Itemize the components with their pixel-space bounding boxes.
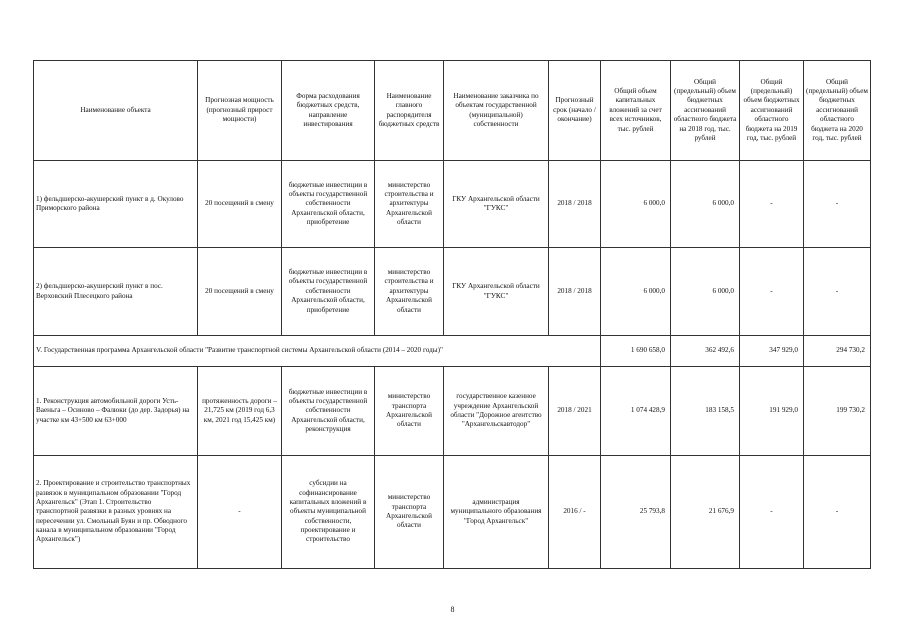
table-row (34, 161, 871, 248)
table-header-row (34, 61, 871, 161)
cell-total: 1 074 428,9 (601, 367, 671, 456)
cell-manager: министерство транспорта Архангельской области (375, 367, 444, 456)
header-term: Прогнозный срок (начало / окончание) (549, 61, 601, 161)
header-object-name: Наименование объекта (34, 61, 198, 161)
cell-customer: администрация муниципального образования "Город Архангельск" (444, 456, 549, 569)
section-2019: 347 929,0 (740, 336, 804, 367)
cell-term: 2016 / - (549, 456, 601, 569)
cell-form: бюджетные инвестиции в объекты государственной собственности Архангельской области, приобретение (282, 248, 375, 336)
cell-2018: 6 000,0 (671, 161, 740, 248)
section-row (34, 336, 871, 367)
cell-term: 2018 / 2021 (549, 367, 601, 456)
cell-form: субсидии на софинансирование капитальных вложений в объекты муниципальной собственности, проектирование и строительство (282, 456, 375, 569)
cell-customer: государственное казенное учреждение Архангельской области "Дорожное агентство "Архангельскавтодор" (444, 367, 549, 456)
section-title: V. Государственная программа Архангельской области "Развитие транспортной системы Архангельской области (2014 – 2020 годы)" (34, 336, 601, 367)
section-2020: 294 730,2 (804, 336, 871, 367)
cell-capacity: 20 посещений в смену (198, 248, 282, 336)
table-row (34, 248, 871, 336)
header-2020: Общий (предельный) объем бюджетных ассигнований областного бюджета на 2020 год, тыс. рублей (804, 61, 871, 161)
cell-object-name: 2) фельдшерско-акушерский пункт в пос. Верховский Плесецкого района (34, 248, 198, 336)
cell-manager: министерство транспорта Архангельской области (375, 456, 444, 569)
header-form: Форма расходования бюджетных средств, направление инвестирования (282, 61, 375, 161)
investment-table (33, 60, 871, 569)
header-customer: Наименование заказчика по объектам государственной (муниципальной) собственности (444, 61, 549, 161)
cell-manager: министерство строительства и архитектуры Архангельской области (375, 161, 444, 248)
header-2019: Общий (предельный) объем бюджетных ассигнований областного бюджета на 2019 год, тыс. рублей (740, 61, 804, 161)
cell-2018: 6 000,0 (671, 248, 740, 336)
cell-manager: министерство строительства и архитектуры Архангельской области (375, 248, 444, 336)
section-2018: 362 492,6 (671, 336, 740, 367)
header-capacity: Прогнозная мощность (прогнозный прирост мощности) (198, 61, 282, 161)
cell-term: 2018 / 2018 (549, 161, 601, 248)
cell-total: 25 793,8 (601, 456, 671, 569)
page-number: 8 (450, 605, 455, 614)
cell-2020: - (804, 161, 871, 248)
cell-total: 6 000,0 (601, 161, 671, 248)
table-row (34, 456, 871, 569)
cell-term: 2018 / 2018 (549, 248, 601, 336)
cell-object-name: 1) фельдшерско-акушерский пункт в д. Окулово Приморского района (34, 161, 198, 248)
header-total: Общий объем капитальных вложений за счет всех источников, тыс. рублей (601, 61, 671, 161)
header-2018: Общий (предельный) объем бюджетных ассигнований областного бюджета на 2018 год, тыс. рублей (671, 61, 740, 161)
cell-2019: - (740, 456, 804, 569)
cell-2019: 191 929,0 (740, 367, 804, 456)
cell-2018: 183 158,5 (671, 367, 740, 456)
cell-capacity: 20 посещений в смену (198, 161, 282, 248)
cell-object-name: 1. Реконструкция автомобильной дороги Усть-Ваеньга – Осиново – Фалюки (до дер. Задорья) на участке км 43+500 км 63+000 (34, 367, 198, 456)
cell-2019: - (740, 161, 804, 248)
cell-customer: ГКУ Архангельской области "ГУКС" (444, 161, 549, 248)
table-row (34, 367, 871, 456)
cell-object-name: 2. Проектирование и строительство транспортных развязок в муниципальном образовании "Город Архангельск" (Этап 1. Строительство транспортной развязки в разных уровнях на пересечении ул. Смольный Буян и пр. Обводного канала в муниципальном образовании "Город Архангельск") (34, 456, 198, 569)
cell-form: бюджетные инвестиции в объекты государственной собственности Архангельской области, реконструкция (282, 367, 375, 456)
cell-2020: 199 730,2 (804, 367, 871, 456)
cell-2019: - (740, 248, 804, 336)
cell-total: 6 000,0 (601, 248, 671, 336)
section-total: 1 690 658,0 (601, 336, 671, 367)
cell-2020: - (804, 248, 871, 336)
header-manager: Наименование главного распорядителя бюджетных средств (375, 61, 444, 161)
cell-capacity: протяженность дороги – 21,725 км (2019 год 6,3 км, 2021 год 15,425 км) (198, 367, 282, 456)
cell-customer: ГКУ Архангельской области "ГУКС" (444, 248, 549, 336)
cell-2018: 21 676,9 (671, 456, 740, 569)
cell-form: бюджетные инвестиции в объекты государственной собственности Архангельской области, приобретение (282, 161, 375, 248)
cell-capacity: - (198, 456, 282, 569)
cell-2020: - (804, 456, 871, 569)
